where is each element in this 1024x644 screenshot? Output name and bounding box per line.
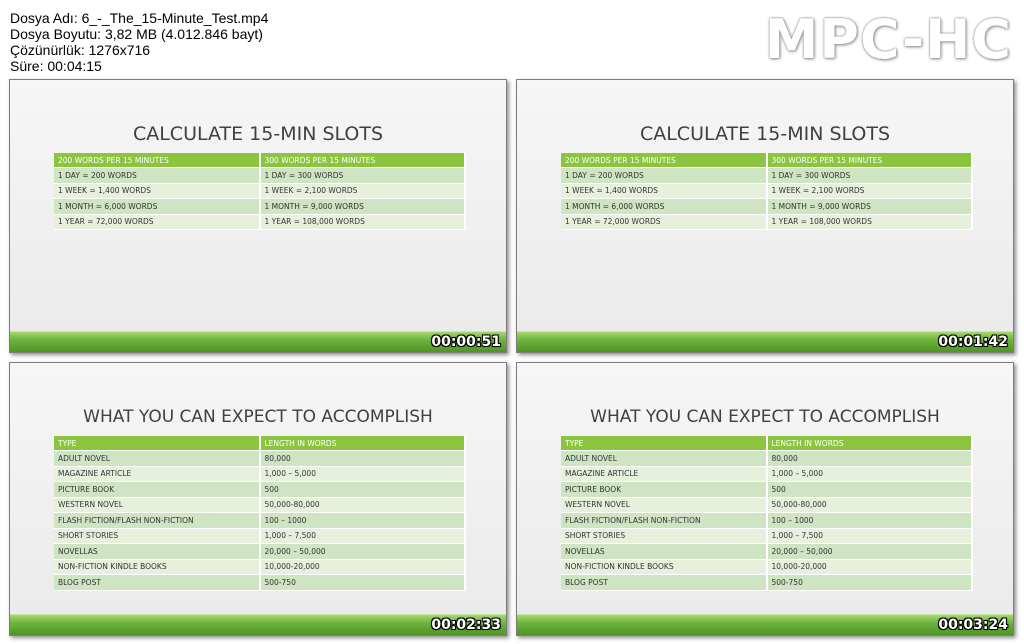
table-cell: 500 <box>767 482 973 498</box>
table-row <box>561 214 972 230</box>
table-cell: WESTERN NOVEL <box>54 497 260 513</box>
table-row <box>561 168 972 184</box>
table-cell: 1 YEAR = 108,000 WORDS <box>767 214 973 230</box>
table-row <box>561 575 972 591</box>
table-cell: ADULT NOVEL <box>54 451 260 467</box>
thumbnail-4 <box>516 362 1014 636</box>
table-row <box>54 482 465 498</box>
table-header-cell: TYPE <box>54 436 260 451</box>
table-cell: 500-750 <box>767 575 973 591</box>
table-row <box>561 513 972 529</box>
slide-title: WHAT YOU CAN EXPECT TO ACCOMPLISH <box>83 407 433 427</box>
table-row <box>561 183 972 199</box>
table-header-cell: LENGTH IN WORDS <box>260 436 466 451</box>
table-row <box>54 513 465 529</box>
table-cell: 1 YEAR = 108,000 WORDS <box>260 214 466 230</box>
table-cell: 50,000-80,000 <box>260 497 466 513</box>
table-cell: 20,000 – 50,000 <box>260 544 466 560</box>
table-cell: ADULT NOVEL <box>561 451 767 467</box>
table-header-row <box>561 436 972 451</box>
table-row <box>54 451 465 467</box>
table-row <box>561 544 972 560</box>
table-cell: PICTURE BOOK <box>561 482 767 498</box>
file-resolution: Çözünürlük: 1276x716 <box>10 42 151 58</box>
table-cell: BLOG POST <box>54 575 260 591</box>
table-cell: FLASH FICTION/FLASH NON-FICTION <box>561 513 767 529</box>
thumbnail-1 <box>9 79 507 353</box>
table-row <box>54 466 465 482</box>
table-cell: PICTURE BOOK <box>54 482 260 498</box>
table-cell: FLASH FICTION/FLASH NON-FICTION <box>54 513 260 529</box>
table-row <box>561 199 972 215</box>
table-cell: 1 WEEK = 2,100 WORDS <box>767 183 973 199</box>
table-cell: 1 WEEK = 1,400 WORDS <box>561 183 767 199</box>
table-cell: 1 YEAR = 72,000 WORDS <box>54 214 260 230</box>
table-header-cell: 200 WORDS PER 15 MINUTES <box>54 153 260 168</box>
table-cell: 1 DAY = 300 WORDS <box>767 168 973 184</box>
file-size: Dosya Boyutu: 3,82 MB (4.012.846 bayt) <box>10 26 263 42</box>
table-row <box>54 528 465 544</box>
table-row <box>54 199 465 215</box>
table-cell: 1 DAY = 200 WORDS <box>54 168 260 184</box>
table-cell: NOVELLAS <box>561 544 767 560</box>
file-info <box>10 10 268 74</box>
table-row <box>54 544 465 560</box>
table-cell: 1 MONTH = 6,000 WORDS <box>54 199 260 215</box>
file-name: Dosya Adı: 6_-_The_15-Minute_Test.mp4 <box>10 10 269 26</box>
table-header-row <box>54 153 465 168</box>
table-cell: SHORT STORIES <box>561 528 767 544</box>
table-cell: 80,000 <box>260 451 466 467</box>
table-header-cell: TYPE <box>561 436 767 451</box>
table-cell: 1 DAY = 200 WORDS <box>561 168 767 184</box>
file-duration: Süre: 00:04:15 <box>10 58 102 74</box>
table-cell: 100 – 1000 <box>767 513 973 529</box>
table-header-row <box>561 153 972 168</box>
table-cell: 500-750 <box>260 575 466 591</box>
table-header-cell: 200 WORDS PER 15 MINUTES <box>561 153 767 168</box>
table-cell: 1,000 – 5,000 <box>260 466 466 482</box>
table-cell: 10,000-20,000 <box>260 559 466 575</box>
slide-table <box>54 436 466 591</box>
table-header-cell: LENGTH IN WORDS <box>767 436 973 451</box>
mpc-hc-logo: MPC-HC <box>764 8 1012 71</box>
slide-table <box>561 436 973 591</box>
table-cell: NON-FICTION KINDLE BOOKS <box>561 559 767 575</box>
table-cell: SHORT STORIES <box>54 528 260 544</box>
table-header-cell: 300 WORDS PER 15 MINUTES <box>767 153 973 168</box>
thumbnail-3 <box>9 362 507 636</box>
table-cell: MAGAZINE ARTICLE <box>54 466 260 482</box>
timestamp: 00:01:42 <box>938 334 1008 350</box>
table-cell: NON-FICTION KINDLE BOOKS <box>54 559 260 575</box>
table-row <box>561 528 972 544</box>
table-header-cell: 300 WORDS PER 15 MINUTES <box>260 153 466 168</box>
table-row <box>561 559 972 575</box>
table-cell: 1 MONTH = 6,000 WORDS <box>561 199 767 215</box>
table-cell: WESTERN NOVEL <box>561 497 767 513</box>
table-row <box>561 451 972 467</box>
table-cell: 10,000-20,000 <box>767 559 973 575</box>
table-row <box>561 497 972 513</box>
table-cell: 20,000 – 50,000 <box>767 544 973 560</box>
table-cell: 1 YEAR = 72,000 WORDS <box>561 214 767 230</box>
table-row <box>561 466 972 482</box>
table-row <box>54 214 465 230</box>
table-cell: 100 – 1000 <box>260 513 466 529</box>
timestamp: 00:02:33 <box>431 617 501 633</box>
table-cell: 1 WEEK = 2,100 WORDS <box>260 183 466 199</box>
table-cell: MAGAZINE ARTICLE <box>561 466 767 482</box>
table-cell: 50,000-80,000 <box>767 497 973 513</box>
thumbnail-2 <box>516 79 1014 353</box>
table-row <box>54 168 465 184</box>
slide-title: CALCULATE 15-MIN SLOTS <box>132 123 384 145</box>
table-row <box>54 575 465 591</box>
table-cell: 500 <box>260 482 466 498</box>
table-row <box>54 559 465 575</box>
timestamp: 00:00:51 <box>431 334 501 350</box>
table-row <box>54 183 465 199</box>
table-header-row <box>54 436 465 451</box>
table-row <box>54 497 465 513</box>
table-row <box>561 482 972 498</box>
table-cell: 1 WEEK = 1,400 WORDS <box>54 183 260 199</box>
table-cell: NOVELLAS <box>54 544 260 560</box>
timestamp: 00:03:24 <box>938 617 1008 633</box>
table-cell: 80,000 <box>767 451 973 467</box>
table-cell: BLOG POST <box>561 575 767 591</box>
table-cell: 1,000 – 7,500 <box>767 528 973 544</box>
table-cell: 1 MONTH = 9,000 WORDS <box>767 199 973 215</box>
table-cell: 1 MONTH = 9,000 WORDS <box>260 199 466 215</box>
slide-title: WHAT YOU CAN EXPECT TO ACCOMPLISH <box>590 407 940 427</box>
table-cell: 1 DAY = 300 WORDS <box>260 168 466 184</box>
table-cell: 1,000 – 5,000 <box>767 466 973 482</box>
slide-table <box>561 153 973 230</box>
table-cell: 1,000 – 7,500 <box>260 528 466 544</box>
slide-table <box>54 153 466 230</box>
slide-title: CALCULATE 15-MIN SLOTS <box>639 123 891 145</box>
